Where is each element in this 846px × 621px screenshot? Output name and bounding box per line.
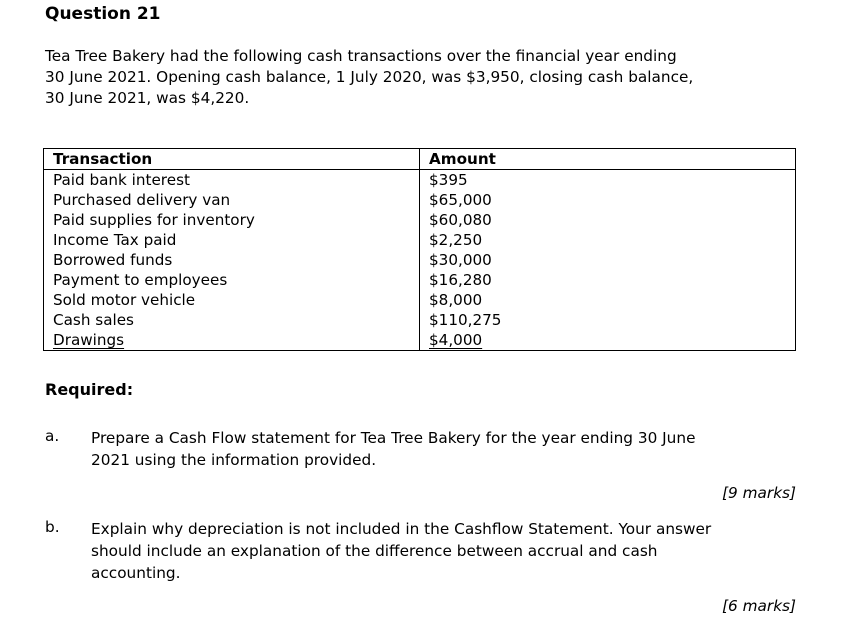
part-b-text [91,518,811,584]
part-b-line: Explain why depreciation is not included in the Cashflow Statement. Your answer [91,520,712,538]
amount-cell: $65,000 [420,190,796,210]
intro-line: Tea Tree Bakery had the following cash transactions over the financial year ending [45,47,677,65]
transactions-table [43,148,796,351]
table-header-row [44,149,796,170]
intro-line: 30 June 2021. Opening cash balance, 1 July 2020, was $3,950, closing cash balance, [45,68,694,86]
amount-cell: $110,275 [420,310,796,330]
amount-cell: $30,000 [420,250,796,270]
question-intro [45,46,805,109]
column-header-transaction: Transaction [44,149,420,170]
table-row [44,330,796,351]
transaction-cell: Borrowed funds [44,250,420,270]
amount-cell: $60,080 [420,210,796,230]
part-b-marks: [6 marks] [722,597,796,615]
amount-cell: $16,280 [420,270,796,290]
amount-cell: $2,250 [420,230,796,250]
part-b-line: accounting. [91,564,181,582]
transaction-cell: Cash sales [44,310,420,330]
column-header-amount: Amount [420,149,796,170]
amount-cell: $395 [420,170,796,191]
part-a-text [91,427,811,471]
table-row [44,250,796,270]
table-row [44,310,796,330]
transaction-cell: Paid supplies for inventory [44,210,420,230]
part-b-label: b. [45,518,60,536]
table-row [44,190,796,210]
part-a-label: a. [45,427,60,445]
transaction-cell: Paid bank interest [44,170,420,191]
table-row [44,230,796,250]
table-row [44,210,796,230]
table-row [44,270,796,290]
part-b-line: should include an explanation of the difference between accrual and cash [91,542,658,560]
table-row [44,290,796,310]
part-a-line: 2021 using the information provided. [91,451,377,469]
transaction-cell [44,330,420,351]
question-heading: Question 21 [45,4,161,24]
transaction-cell: Sold motor vehicle [44,290,420,310]
amount-text: $4,000 [429,331,483,349]
amount-cell: $8,000 [420,290,796,310]
transaction-cell: Payment to employees [44,270,420,290]
required-heading: Required: [45,380,134,399]
amount-cell [420,330,796,351]
intro-line: 30 June 2021, was $4,220. [45,89,250,107]
transaction-cell: Income Tax paid [44,230,420,250]
table-row [44,170,796,191]
transaction-cell: Purchased delivery van [44,190,420,210]
transaction-text: Drawings [53,331,125,349]
part-a-marks: [9 marks] [722,484,796,502]
part-a-line: Prepare a Cash Flow statement for Tea Tree Bakery for the year ending 30 June [91,429,696,447]
